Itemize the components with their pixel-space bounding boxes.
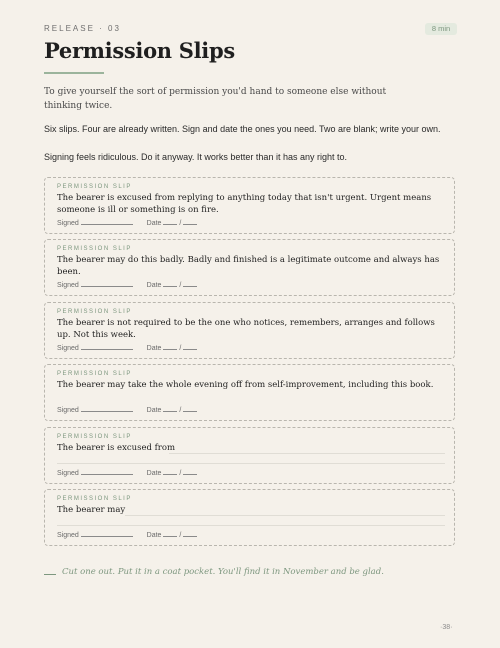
- slip-label: PERMISSION SLIP: [57, 246, 132, 252]
- footer-dash: [44, 574, 56, 575]
- date-separator: /: [179, 345, 182, 352]
- date-day-line[interactable]: [163, 286, 177, 287]
- permission-slip-blank: [44, 427, 455, 484]
- signed-label: Signed: [57, 220, 79, 227]
- date-label: Date: [146, 345, 162, 352]
- date-day-line[interactable]: [163, 474, 177, 475]
- signed-label: Signed: [57, 282, 79, 289]
- signature-line[interactable]: [81, 474, 133, 475]
- date-day-line[interactable]: [163, 224, 177, 225]
- write-in-line[interactable]: [57, 463, 445, 464]
- slip-label: PERMISSION SLIP: [57, 434, 132, 440]
- signed-label: Signed: [57, 345, 79, 352]
- permission-slip: [44, 364, 455, 421]
- date-separator: /: [179, 282, 182, 289]
- slip-text: The bearer may: [57, 505, 126, 515]
- title-underline: [44, 72, 104, 74]
- permission-slip-blank: [44, 489, 455, 546]
- date-label: Date: [146, 282, 162, 289]
- date-label: Date: [146, 407, 162, 414]
- page-title: Permission Slips: [44, 38, 235, 63]
- signature-row: [57, 470, 197, 477]
- slip-text: The bearer may take the whole evening off from self-improvement, including this book.: [57, 380, 434, 390]
- permission-slip: [44, 239, 455, 296]
- date-label: Date: [146, 220, 162, 227]
- date-separator: /: [179, 532, 182, 539]
- slip-label: PERMISSION SLIP: [57, 496, 132, 502]
- signature-row: [57, 532, 197, 539]
- date-month-line[interactable]: [183, 224, 197, 225]
- date-separator: /: [179, 470, 182, 477]
- date-separator: /: [179, 220, 182, 227]
- date-month-line[interactable]: [183, 411, 197, 412]
- signature-row: [57, 407, 197, 414]
- date-day-line[interactable]: [163, 411, 177, 412]
- duration-badge: 8 min: [425, 23, 457, 35]
- date-day-line[interactable]: [163, 349, 177, 350]
- footer-note: Cut one out. Put it in a coat pocket. You'll find it in November and be glad.: [62, 567, 384, 577]
- slip-label: PERMISSION SLIP: [57, 184, 132, 190]
- slip-text: The bearer may do this badly. Badly and finished is a legitimate outcome and always has been.: [57, 255, 440, 277]
- write-in-line[interactable]: [125, 515, 445, 516]
- slip-label: PERMISSION SLIP: [57, 371, 132, 377]
- date-month-line[interactable]: [183, 536, 197, 537]
- signed-label: Signed: [57, 470, 79, 477]
- write-in-line[interactable]: [169, 453, 445, 454]
- signature-line[interactable]: [81, 411, 133, 412]
- signature-line[interactable]: [81, 536, 133, 537]
- slip-text: The bearer is excused from: [57, 443, 176, 453]
- signature-line[interactable]: [81, 286, 133, 287]
- date-separator: /: [179, 407, 182, 414]
- page-number: ·38·: [440, 624, 453, 631]
- slip-label: PERMISSION SLIP: [57, 309, 132, 315]
- signed-label: Signed: [57, 532, 79, 539]
- signed-label: Signed: [57, 407, 79, 414]
- signature-row: [57, 282, 197, 289]
- slip-text: The bearer is excused from replying to anything today that isn't urgent. Urgent means someone is ill or something is on fire.: [57, 193, 432, 215]
- signature-line[interactable]: [81, 224, 133, 225]
- instructions-text: Six slips. Four are already written. Sign and date the ones you need. Two are blank; write your own.: [44, 124, 441, 134]
- intro-text: To give yourself the sort of permission you'd hand to someone else without thinking twice.: [44, 87, 387, 111]
- write-in-line[interactable]: [57, 525, 445, 526]
- release-label: RELEASE · 03: [44, 24, 121, 33]
- signature-row: [57, 220, 197, 227]
- permission-slip: [44, 302, 455, 359]
- encouragement-text: Signing feels ridiculous. Do it anyway. It works better than it has any right to.: [44, 152, 347, 162]
- signature-line[interactable]: [81, 349, 133, 350]
- permission-slip: [44, 177, 455, 234]
- date-day-line[interactable]: [163, 536, 177, 537]
- date-month-line[interactable]: [183, 474, 197, 475]
- date-label: Date: [146, 470, 162, 477]
- date-month-line[interactable]: [183, 349, 197, 350]
- date-month-line[interactable]: [183, 286, 197, 287]
- date-label: Date: [146, 532, 162, 539]
- slip-text: The bearer is not required to be the one who notices, remembers, arranges and follows up. Not this week.: [57, 318, 435, 340]
- signature-row: [57, 345, 197, 352]
